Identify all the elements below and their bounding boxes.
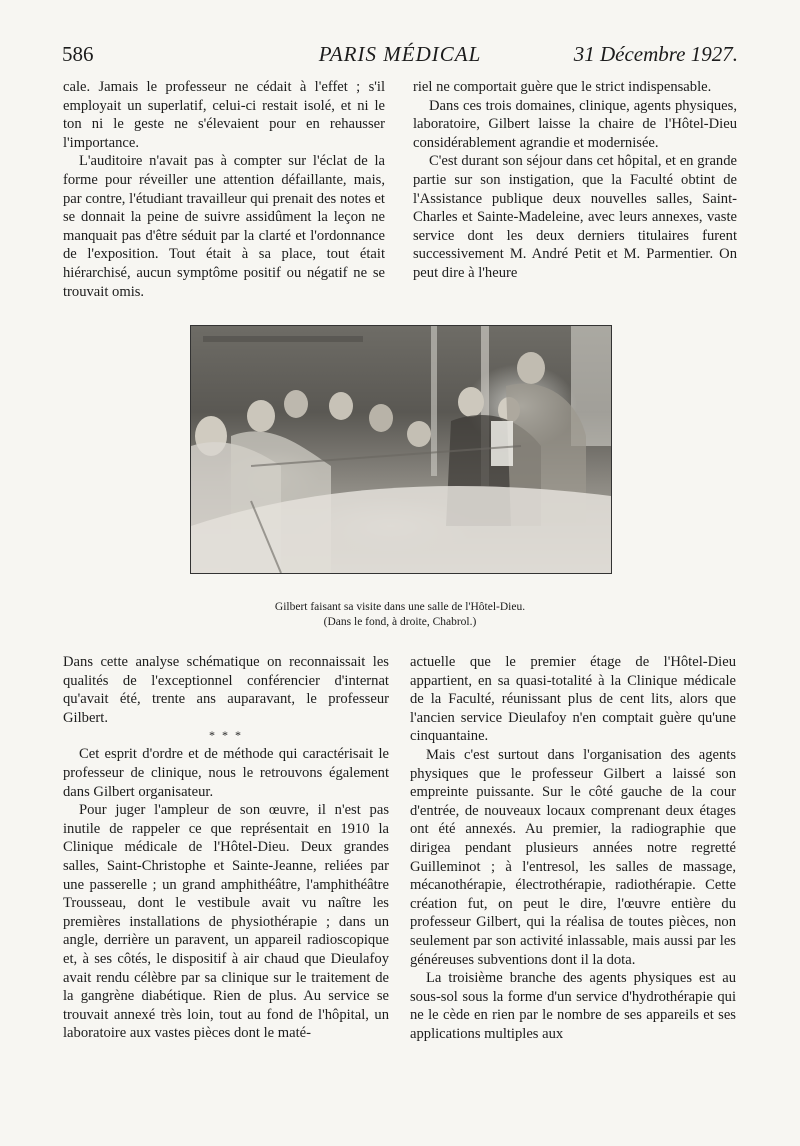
paragraph: Cet esprit d'ordre et de méthode qui caractérisait le professeur de clinique, nous le retrouvons également dans Gilbert organisateur. — [63, 746, 389, 800]
paragraph: La troisième branche des agents physiques est au sous-sol sous la forme d'un service d'hydrothérapie qui ne le cède en rien par le nombre de ses appareils et ses applications multiples aux — [410, 970, 736, 1042]
paragraph: L'auditoire n'avait pas à compter sur l'éclat de la forme pour réveiller une attention défaillante, mais, par contre, l'étudiant travailleur qui prenait des notes et se donnait la peine de suivre assidûment la leçon ne manquait pas d'être séduit par la clarté et l'ordonnance de l'exposition. Tout était à sa place, tout était hiérarchisé, aucun symptôme positif ou négatif ne se trouvait omis. — [63, 153, 385, 300]
bottom-left-column — [63, 653, 389, 1093]
figure-caption — [190, 600, 610, 630]
paragraph: Mais c'est surtout dans l'organisation des agents physiques que le professeur Gilbert a laissé son empreinte puissante. Sur le côté gauche de la cour d'entrée, de nouveaux locaux comprenant deux étages ont été annexés. Au premier, la radiographie que dirigea pendant plusieurs années notre regretté Guilleminot ; à l'entresol, les salles de massage, mécanothérapie, électrothérapie, radiothérapie. Cette création fut, on peut le dire, l'œuvre entière du professeur Gilbert, qui la réalisa de toutes pièces, non seulement par son activité inlassable, mais aussi par les généreuses subventions dont il la dota. — [410, 746, 736, 968]
running-header — [62, 42, 738, 70]
top-left-column — [63, 78, 385, 298]
photograph-illustration — [191, 326, 611, 573]
paragraph: actuelle que le premier étage de l'Hôtel-Dieu appartient, en sa quasi-totalité à la Clinique médicale de la Faculté, réunissant plus de cent lits, alors que l'ancien service Dieulafoy n'en comptait guère qu'une cinquantaine. — [410, 654, 736, 745]
paragraph: cale. Jamais le professeur ne cédait à l'effet ; s'il employait un superlatif, celui-ci restait isolé, et ni le ton ni le geste ne s'élevaient pour en rehausser l'importance. — [63, 79, 385, 151]
bottom-right-column — [410, 653, 736, 1093]
caption-line: (Dans le fond, à droite, Chabrol.) — [323, 616, 477, 628]
ward-visit-photograph — [190, 325, 612, 574]
paragraph: C'est durant son séjour dans cet hôpital, et en grande partie sur son instigation, que la Faculté obtint de l'Assistance publique deux nouvelles salles, Saint-Charles et Sainte-Madeleine, avec leurs annexes, vaste service dont les deux derniers titulaires furent successivement M. André Petit et M. Parmentier. On peut dire à l'heure — [413, 153, 737, 281]
paragraph: riel ne comportait guère que le strict indispensable. — [413, 79, 712, 95]
page-number: 586 — [62, 42, 94, 66]
section-separator: * * * — [209, 728, 243, 743]
paragraph: Dans cette analyse schématique on reconnaissait les qualités de l'exceptionnel conférencier d'internat qu'avait été, trente ans auparavant, le professeur Gilbert. — [63, 654, 389, 726]
caption-line: Gilbert faisant sa visite dans une salle de l'Hôtel-Dieu. — [274, 601, 526, 613]
journal-title: PARIS MÉDICAL — [318, 42, 482, 66]
top-right-column — [413, 78, 737, 298]
paragraph: Dans ces trois domaines, clinique, agents physiques, laboratoire, Gilbert laisse la chaire de l'Hôtel-Dieu considérablement agrandie et modernisée. — [413, 97, 737, 151]
paragraph: Pour juger l'ampleur de son œuvre, il n'est pas inutile de rappeler ce que représentait en 1910 la Clinique médicale de l'Hôtel-Dieu. Deux grandes salles, Saint-Christophe et Sainte-Jeanne, reliées par une passerelle ; un grand amphithéâtre, l'amphithéâtre Trousseau, dont le vestibule avait vu naître les premières installations de physiothérapie ; dans un angle, derrière un paravent, un appareil radioscopique et, à ses côtés, le dispositif à air chaud que Dieulafoy avait rendu célèbre par sa clinique sur le traitement de la gangrène diabétique. Rien de plus. Au service se trouvait annexé très loin, tout au fond de l'hôpital, un laboratoire aux vastes pièces dont le maté- — [63, 802, 389, 1042]
issue-date: 31 Décembre 1927. — [573, 42, 738, 66]
